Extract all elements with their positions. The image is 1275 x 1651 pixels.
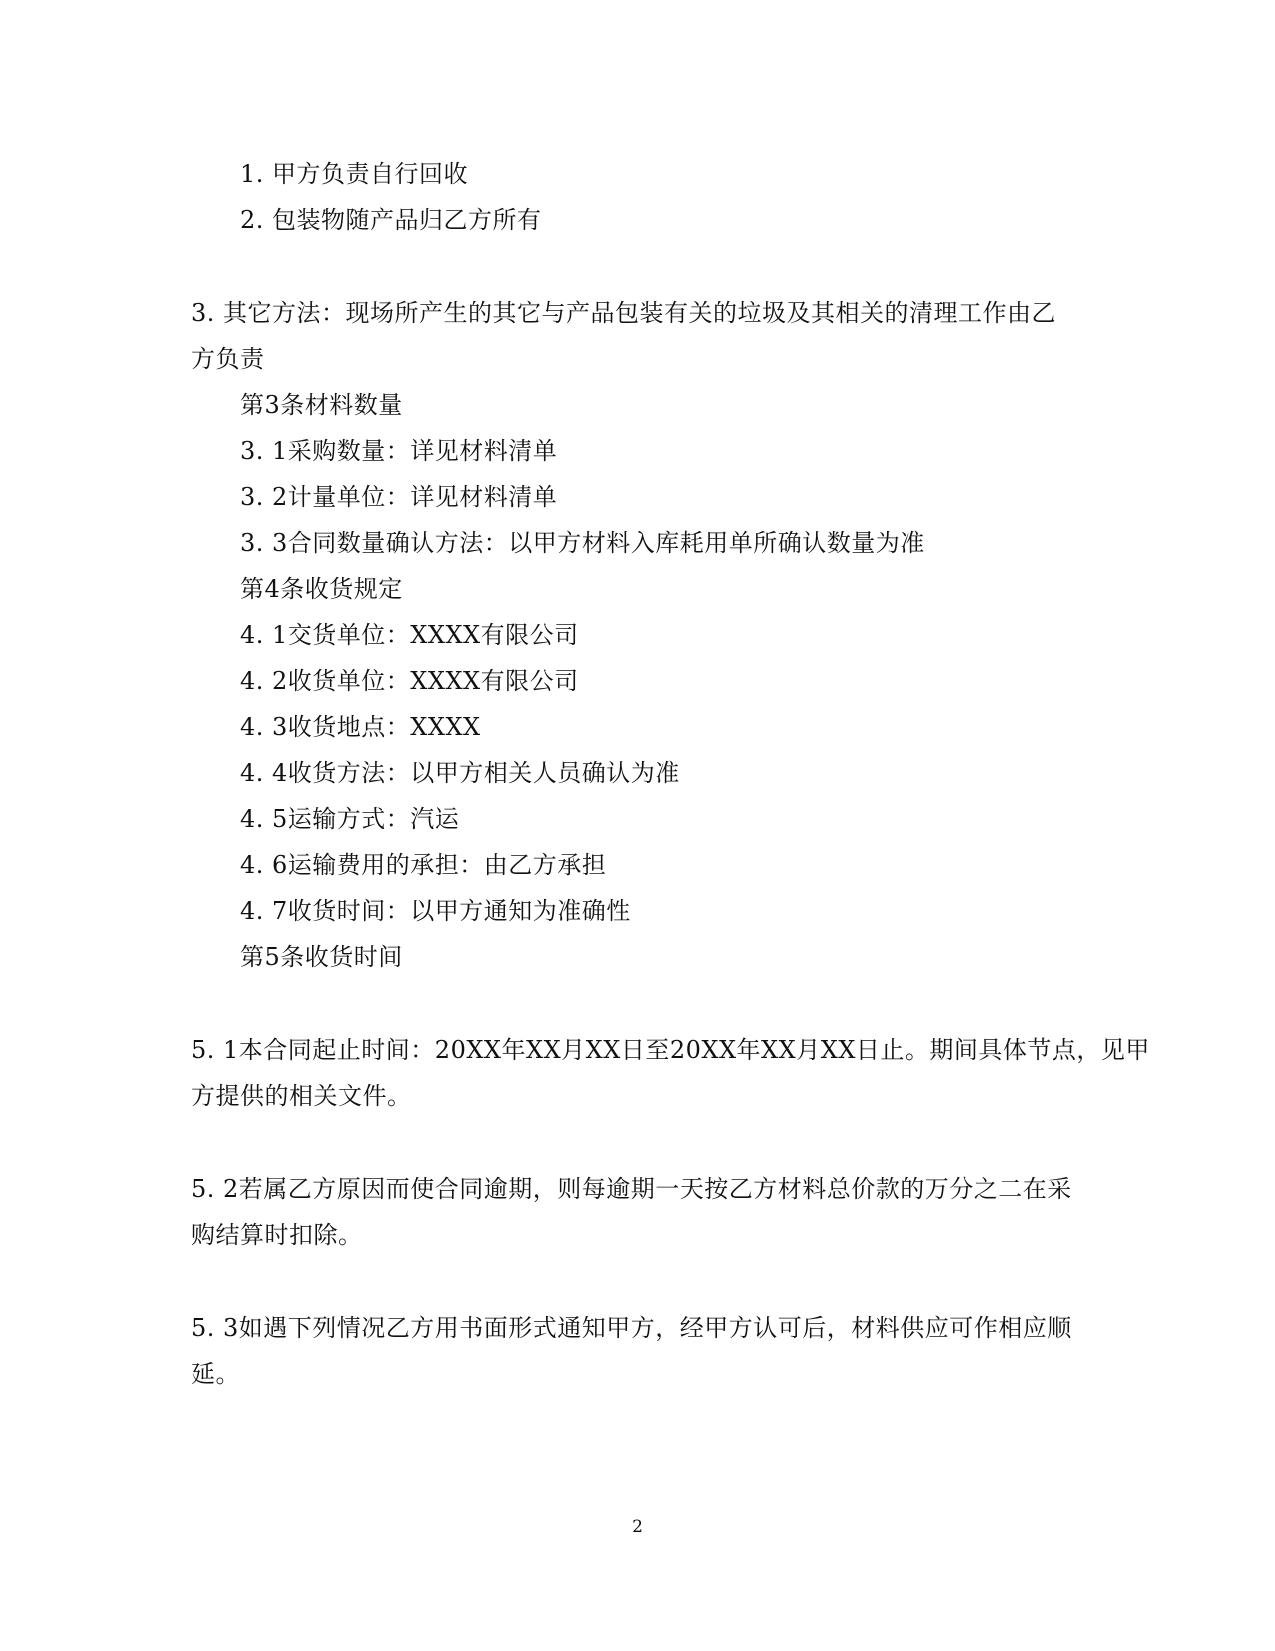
- packaging-option-1: 1. 甲方负责自行回收: [240, 160, 469, 188]
- article-3-item-2: 3. 2计量单位：详见材料清单: [240, 483, 558, 511]
- packaging-option-2: 2. 包装物随产品归乙方所有: [240, 206, 542, 234]
- article-4-item-7: 4. 7收货时间：以甲方通知为准确性: [240, 897, 631, 925]
- page-number: 2: [632, 1517, 643, 1537]
- article-4-item-3: 4. 3收货地点：XXXX: [240, 713, 481, 741]
- article-3-item-1: 3. 1采购数量：详见材料清单: [240, 437, 558, 465]
- article-4-item-4: 4. 4收货方法：以甲方相关人员确认为准: [240, 759, 680, 787]
- other-method-line-2: 方负责: [191, 345, 265, 373]
- article-4-item-2: 4. 2收货单位：XXXX有限公司: [240, 667, 579, 695]
- article-5-p3-line-2: 延。: [191, 1360, 240, 1388]
- article-3-item-3: 3. 3合同数量确认方法：以甲方材料入库耗用单所确认数量为准: [240, 529, 925, 557]
- article-4-item-1: 4. 1交货单位：XXXX有限公司: [240, 621, 579, 649]
- article-5-p1-line-2: 方提供的相关文件。: [191, 1082, 412, 1110]
- article-4-item-6: 4. 6运输费用的承担：由乙方承担: [240, 851, 607, 879]
- article-5-p1-line-1: 5. 1本合同起止时间：20XX年XX月XX日至20XX年XX月XX日止。期间具体节点，见甲: [191, 1036, 1150, 1064]
- article-3-heading: 第3条材料数量: [240, 391, 403, 419]
- article-5-p3-line-1: 5. 3如遇下列情况乙方用书面形式通知甲方，经甲方认可后，材料供应可作相应顺: [191, 1314, 1072, 1342]
- article-5-p2-line-2: 购结算时扣除。: [191, 1221, 363, 1249]
- other-method-line-1: 3. 其它方法：现场所产生的其它与产品包装有关的垃圾及其相关的清理工作由乙: [191, 299, 1057, 327]
- article-5-heading: 第5条收货时间: [240, 943, 403, 971]
- article-4-heading: 第4条收货规定: [240, 575, 403, 603]
- article-4-item-5: 4. 5运输方式：汽运: [240, 805, 460, 833]
- article-5-p2-line-1: 5. 2若属乙方原因而使合同逾期，则每逾期一天按乙方材料总价款的万分之二在采: [191, 1175, 1072, 1203]
